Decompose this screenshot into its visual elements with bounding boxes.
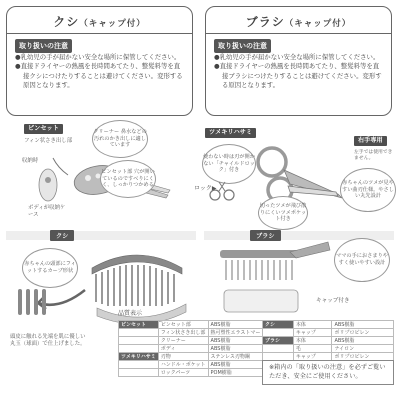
quality-row (263, 337, 394, 345)
quality-row (119, 345, 263, 353)
body-case-label: ボディが収納ケース (28, 205, 66, 219)
part-cell: キャップ (293, 329, 332, 337)
part-cell: 刃物 (158, 353, 208, 361)
product-cell: ブラシ (263, 337, 294, 345)
product-cell (119, 329, 159, 337)
quality-row (119, 353, 263, 361)
tweezers-grip-callout: ピンセット部 穴が開いているのですべりにくく、しっかりつかめる (100, 160, 156, 198)
caution-item: ●直接ドライヤーの熱風を長時間あてたり、整髪料等を直接クシにつけたりすることは避けてください。変形する原因となります。 (15, 62, 183, 89)
part-cell: ロックパーツ (158, 369, 208, 377)
product-cell (263, 345, 294, 353)
right-hand-tag: 右手専用 (354, 136, 387, 146)
material-cell: ABS樹脂 (208, 321, 263, 329)
head-fit-callout: 赤ちゃんの頭部にフィットするカーブ形状 (22, 248, 78, 288)
product-cell (119, 345, 159, 353)
part-cell: 本体 (293, 337, 332, 345)
part-cell: ハンドル・ポケット (158, 361, 208, 369)
quality-title: 品質表示 (118, 310, 143, 317)
child-lock-callout: 使わない時は刃が開かない「チャイルドロック」付き (202, 144, 256, 184)
product-cell: ピンセット (119, 321, 159, 329)
comb-tooth-detail-icon (10, 285, 60, 325)
divider (7, 33, 192, 34)
comb-tag: クシ (50, 230, 74, 241)
caution-list (214, 53, 385, 90)
divider (206, 33, 391, 34)
quality-table-left (118, 320, 263, 377)
tweezers-tip-label: フィン状さき出し部 (24, 138, 73, 144)
nail-pocket-callout: 切ったツメが飛び散りにくいツメポケット付き (258, 196, 308, 230)
quality-table-right (262, 320, 394, 361)
quality-row (119, 337, 263, 345)
material-cell: ABS樹脂 (208, 361, 263, 369)
caution-item: ●乳幼児の手が届かない安全な場所に保管してください。 (214, 53, 380, 61)
lock-label: ロック▶ (194, 185, 217, 192)
caution-list (15, 53, 186, 90)
part-cell: 本体 (293, 321, 332, 329)
material-cell: ABS樹脂 (208, 345, 263, 353)
brush-caution-panel (205, 6, 392, 116)
product-cell (119, 337, 159, 345)
brush-tag: ブラシ (250, 230, 281, 241)
storage-label: 収納時 (22, 158, 39, 164)
product-cell (263, 329, 294, 337)
material-cell: ナイロン (332, 345, 394, 353)
material-cell: ステンレス刃物鋼 (208, 353, 263, 361)
curved-blade-callout: 赤ちゃんのツメが見やすい曲刃仕様。やさしい丸先設計 (340, 168, 396, 212)
cap-label: キャップ付き (316, 298, 350, 304)
caution-item: ●乳幼児の手が届かない安全な場所に保管してください。 (15, 53, 181, 61)
small-scissors-icon (205, 180, 245, 210)
brand-logo: mikihouse (98, 247, 119, 252)
quality-row (263, 329, 394, 337)
quality-row (119, 321, 263, 329)
caution-reference-note: ※箱内の「取り扱いの注意」を必ずご覧いただき、安全にご使用ください。 (262, 360, 394, 385)
material-cell: ABS樹脂 (208, 337, 263, 345)
comb-section-bar (6, 231, 196, 240)
scissors-tag: ツメキリハサミ (205, 128, 256, 138)
material-cell: ポリプロピレン (332, 353, 394, 361)
product-cell: ツメキリハサミ (119, 353, 159, 361)
tweezers-tag: ピンセット (24, 124, 63, 134)
tweezers-case-icon (39, 169, 57, 201)
caution-badge: 取り扱いの注意 (214, 39, 271, 53)
material-cell: 熱可塑性エラストマー (208, 329, 263, 337)
caution-item: ●直接ドライヤーの熱風を長時間あてたり、整髪料等を直接ブラシにつけたりすることは避けてください。変形する原因となります。 (214, 62, 382, 89)
product-cell: クシ (263, 321, 294, 329)
quality-row (119, 369, 263, 377)
quality-row (263, 345, 394, 353)
material-cell: ポリプロピレン (332, 329, 394, 337)
part-cell: クリーナー (158, 337, 208, 345)
comb-caution-panel (6, 6, 193, 116)
part-cell: ボディ (158, 345, 208, 353)
comb-panel-title: クシ（キャップ付） (53, 15, 146, 29)
quality-row (119, 329, 263, 337)
part-cell: ピンセット部 (158, 321, 208, 329)
quality-row (263, 321, 394, 329)
brush-panel-title: ブラシ（キャップ付） (245, 15, 352, 29)
cleaner-callout: クリーナー 鼻水などの汚れのかき出しに適しています (92, 120, 148, 158)
material-cell: ABS樹脂 (332, 337, 394, 345)
round-tip-note: 頭皮に触れる先端を肌に優しい丸玉（球面）で仕上げました。 (10, 334, 86, 348)
part-cell: フィン状さき出し部 (158, 329, 208, 337)
material-cell: ABS樹脂 (332, 321, 394, 329)
brush-icon (210, 240, 340, 320)
part-cell: 毛 (293, 345, 332, 353)
caution-badge: 取り扱いの注意 (15, 39, 72, 53)
part-cell: キャップ (293, 353, 332, 361)
hand-fit-callout: ママの手におさまりやすく使いやすい設計 (334, 238, 390, 282)
right-hand-note: 左手では使用できません。 (354, 150, 393, 162)
product-cell (119, 361, 159, 369)
quality-row (119, 361, 263, 369)
material-cell: POM樹脂 (208, 369, 263, 377)
product-cell (119, 369, 159, 377)
